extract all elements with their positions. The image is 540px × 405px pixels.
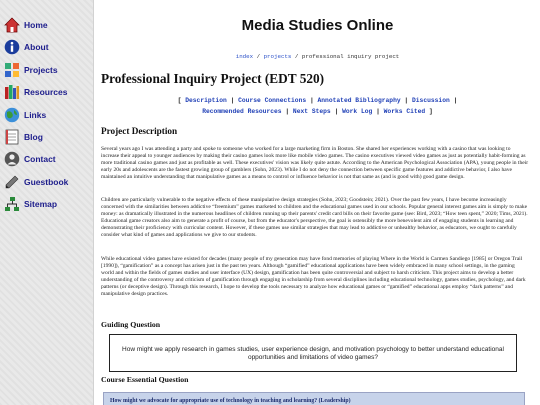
nav-about[interactable] <box>4 39 49 55</box>
breadcrumb-projects-link[interactable]: projects <box>263 53 292 60</box>
toc-link-next-steps[interactable]: Next Steps <box>292 108 331 115</box>
nav-guestbook-label: Guestbook <box>24 177 69 187</box>
toc-bracket: ] <box>429 108 433 115</box>
toc-link-recommended-resources[interactable]: Recommended Resources <box>202 108 282 115</box>
toc-separator: | <box>285 108 290 115</box>
nav-projects[interactable] <box>4 62 58 78</box>
breadcrumb-index-link[interactable]: index <box>235 53 254 60</box>
nav-guestbook[interactable] <box>4 174 68 190</box>
toc-separator: | <box>309 97 314 104</box>
nav-blog-label: Blog <box>24 132 43 142</box>
paragraph-2: Children are particularly vulnerable to the negative effects of these manipulative design strategies (Sohn, 2023; Goodstein; 2021). Over the past few years, I have become increasingly concerned with the similarities between addictive “freemium” games marketed to children and the educational games used in our schools. Popular general interest games aim is simply to make money: as dramatically illustrated in the numerous headlines of children running up their parents' credit card bills on their favorite game (see: Bird, 2023; “How teen spent,” 2020; Tims, 2021). Educational game creators also aim to generate a profit of course, but from the educator's perspective, the goal is ostensibly the more benevolent aim of engaging students in learning and demonstrating their proficiency with curricular content. However, if these games use similar strategies that may lead to addictive or unhealthy behavior, as educators, we ought to carefully consider what kind of games and applications we give to our students. <box>101 197 528 239</box>
nav-links-label: Links <box>24 110 47 120</box>
info-icon <box>4 39 20 55</box>
section-heading-description: Project Description <box>101 126 178 136</box>
nav-projects-label: Projects <box>24 65 58 75</box>
notebook-icon <box>4 129 20 145</box>
section-heading-essential: Course Essential Question <box>101 375 189 384</box>
paragraph-1: Several years ago I was attending a party and spoke to someone who worked for a large marketing firm in Boston. She shared her experiences working with a casino that was looking to increase their appeal to younger audiences by making their casino games look more like mobile video games. The casino executives viewed video games as just as potentially habit-forming as more traditional casino games and just as profitable as well. These executives' vision was likely quite astute. According to the American Psychological Association (APA), young people in their early 20s and adolescents are the fastest growing group of gamblers (Sohn, 2023). While I do not deny the connection between specific game features and addictive behavior, I also have maintained an intuitive understanding that manipulative games as a means to control or influence behavior is not that same as (and is good with) good game design. <box>101 146 529 181</box>
main-content <box>95 0 540 405</box>
pen-icon <box>4 174 20 190</box>
essential-question-text: How might we advocate for appropriate use of technology in teaching and learning? (Leadership) <box>110 398 351 404</box>
nav-sitemap-label: Sitemap <box>24 199 58 209</box>
toc-link-annotated-bibliography[interactable]: Annotated Bibliography <box>317 97 401 104</box>
breadcrumb <box>95 53 540 60</box>
toc-separator: | <box>334 108 339 115</box>
projects-icon <box>4 62 20 78</box>
home-icon <box>4 17 20 33</box>
toc-link-discussion[interactable]: Discussion <box>411 97 450 104</box>
nav-contact[interactable] <box>4 151 56 167</box>
nav-links[interactable] <box>4 107 46 123</box>
toc-link-description[interactable]: Description <box>185 97 227 104</box>
person-icon <box>4 151 20 167</box>
nav-blog[interactable] <box>4 129 43 145</box>
globe-icon <box>4 107 20 123</box>
toc-link-work-log[interactable]: Work Log <box>342 108 373 115</box>
sidebar <box>0 0 94 405</box>
toc-separator: | <box>230 97 235 104</box>
toc-link-works-cited[interactable]: Works Cited <box>383 108 426 115</box>
toc-separator: | <box>376 108 380 115</box>
breadcrumb-separator: / <box>256 53 261 60</box>
paragraph-3: While educational video games have existed for decades (many people of my generation may have fond memories of playing Where in the World is Carmen Sandiego [1985] or Oregon Trail [1990]), “gamification” as a concept has arisen just in the past ten years. Although “gamified” educational applications have been widely embraced in many school settings, in the gaming world and within the fields of games studies and user interface (UX) design, gamification has been quite controversial and subject to harsh criticism. This project aims to develop a better understanding of the controversy and criticism of gamification through engaging in scholarship from several disciplines including educational technology, games studies, psychology, and dark patterns (or deceptive design). Through this research, I hope to develop the tools necessary to analyze how educational games or “gamified” educational apps employ “dark patterns” and manipulative design practices. <box>101 256 526 298</box>
nav-resources[interactable] <box>4 84 67 100</box>
nav-contact-label: Contact <box>24 154 56 164</box>
breadcrumb-separator: / <box>294 53 299 60</box>
nav-sitemap[interactable] <box>4 196 57 212</box>
nav-about-label: About <box>24 42 49 52</box>
nav-home[interactable] <box>4 17 48 33</box>
essential-question-box <box>103 392 525 405</box>
toc-link-course-connections[interactable]: Course Connections <box>238 97 307 104</box>
guiding-question-text: How might we apply research in games studies, user experience design, and motivation psychology to better understand educational opportunities and limitations of video games? <box>122 346 504 362</box>
section-heading-guiding: Guiding Question <box>101 320 161 329</box>
nav-resources-label: Resources <box>24 87 68 97</box>
sitemap-icon <box>4 196 20 212</box>
nav-home-label: Home <box>24 20 48 30</box>
toc-bracket: [ <box>177 97 182 104</box>
toc-separator: | <box>453 97 458 104</box>
page-title: Professional Inquiry Project (EDT 520) <box>101 71 325 86</box>
guiding-question-box <box>109 334 517 372</box>
site-title: Media Studies Online <box>241 17 394 34</box>
breadcrumb-current: professional inquiry project <box>301 53 400 60</box>
toc-row-1 <box>95 97 540 104</box>
books-icon <box>4 84 20 100</box>
toc-row-2 <box>95 108 540 115</box>
toc-separator: | <box>404 97 409 104</box>
